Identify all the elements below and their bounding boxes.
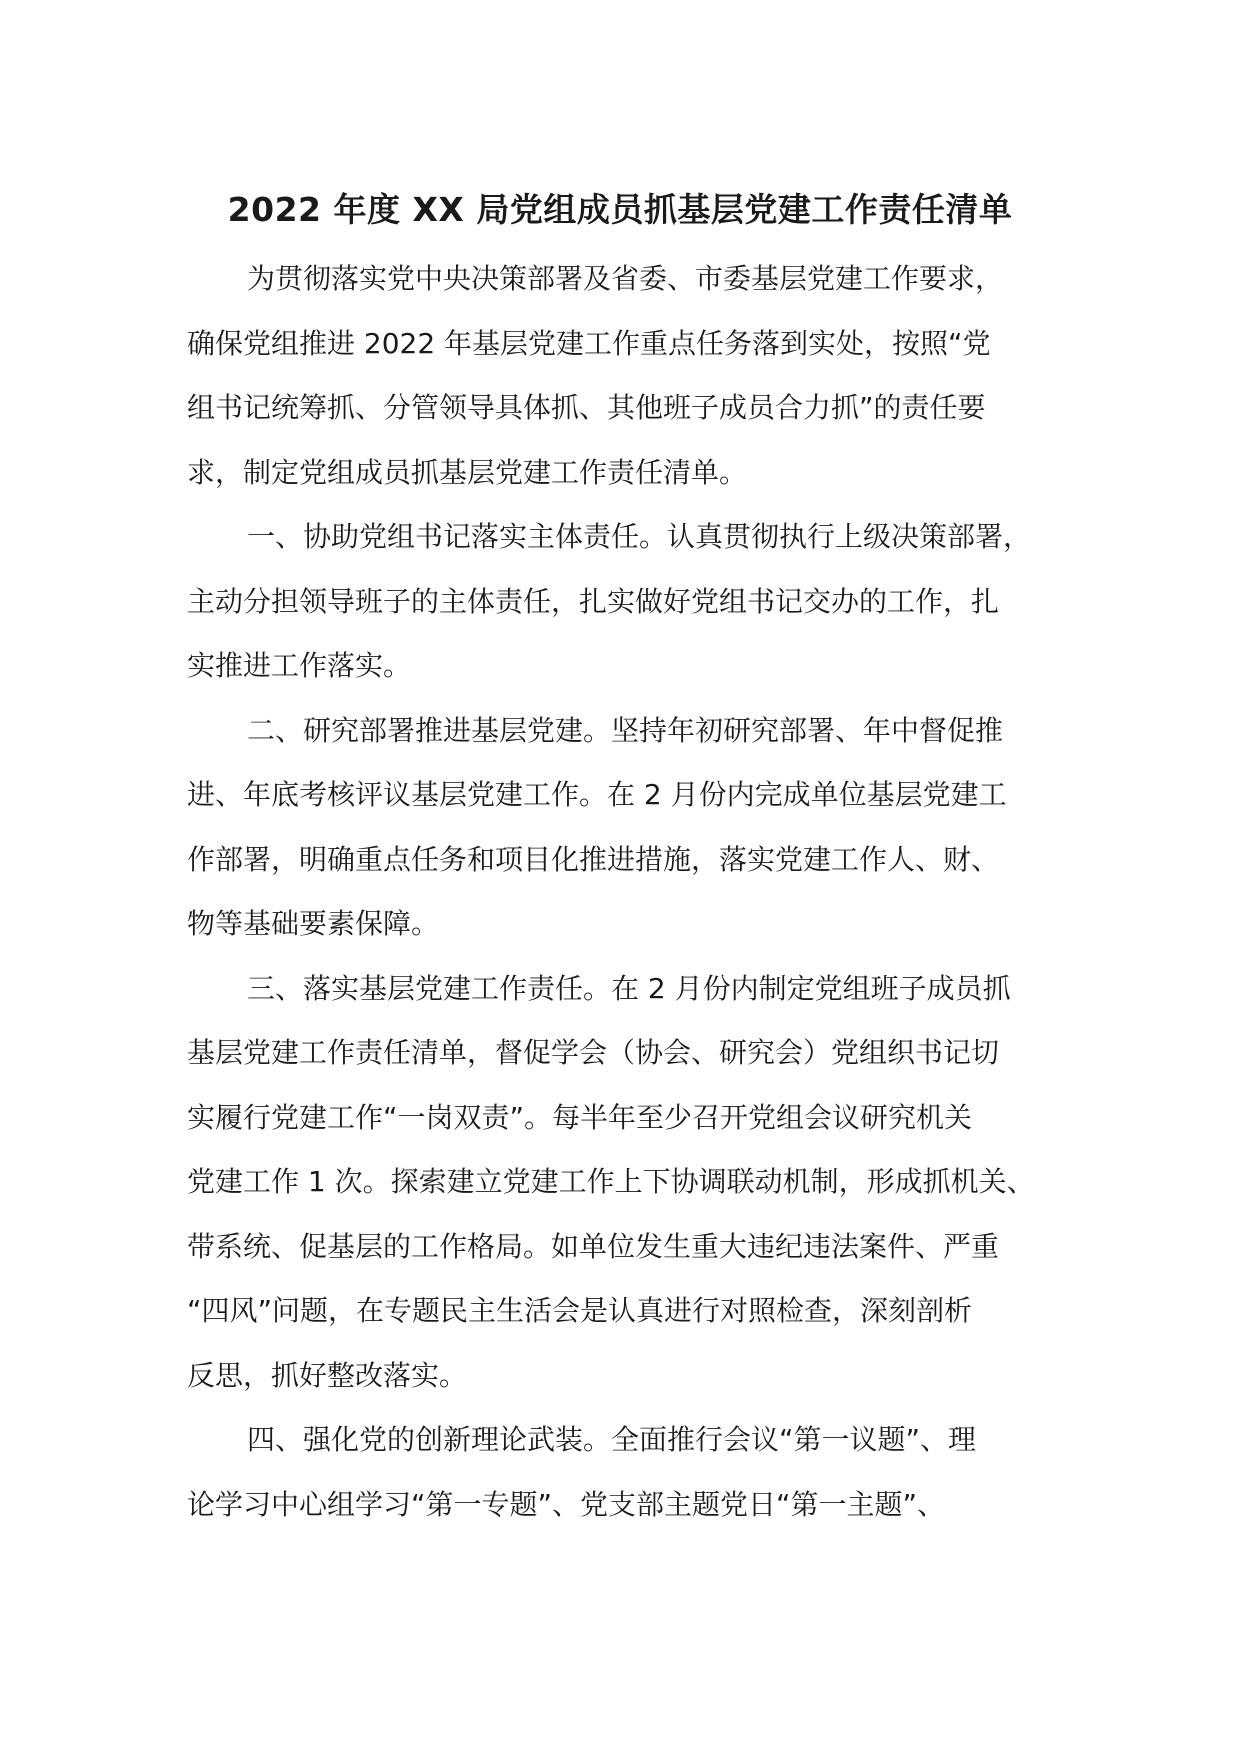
paragraph-section-3 [187,957,1067,1409]
text-line: 四、强化党的创新理论武装。全面推行会议“第一议题”、理 [247,1423,977,1456]
document-body [187,247,1067,1537]
document-title: 2022 年度 XX 局党组成员抓基层党建工作责任清单 [227,190,1013,229]
text-line: 确保党组推进 2022 年基层党建工作重点任务落到实处，按照“党 [187,326,991,360]
text-line: 进、年底考核评议基层党建工作。在 2 月份内完成单位基层党建工 [187,778,1007,811]
paragraph-section-4 [187,1408,1067,1537]
text-line: 一、协助党组书记落实主体责任。认真贯彻执行上级决策部署， [247,520,1032,553]
paragraph-section-2 [187,699,1067,957]
text-line: 实履行党建工作“一岗双责”。每半年至少召开党组会议研究机关 [187,1100,973,1134]
paragraph-intro [187,247,1067,505]
text-line: 党建工作 1 次。探索建立党建工作上下协调联动机制，形成抓机关、 [187,1165,1035,1198]
text-line: 为贯彻落实党中央决策部署及省委、市委基层党建工作要求， [247,262,1004,295]
text-line: 论学习中心组学习“第一专题”、党支部主题党日“第一主题”、 [187,1487,946,1521]
text-line: “四风”问题，在专题民主生活会是认真进行对照检查，深刻剖析 [187,1294,973,1327]
text-line: 物等基础要素保障。 [187,907,440,940]
text-line: 二、研究部署推进基层党建。坚持年初研究部署、年中督促推 [247,713,1004,747]
text-line: 求，制定党组成员抓基层党建工作责任清单。 [187,455,748,489]
text-line: 反思，抓好整改落实。 [187,1358,468,1392]
text-line: 三、落实基层党建工作责任。在 2 月份内制定党组班子成员抓 [247,971,1011,1005]
text-line: 基层党建工作责任清单，督促学会（协会、研究会）党组织书记切 [187,1036,1000,1069]
paragraph-section-1 [187,505,1067,699]
text-line: 实推进工作落实。 [187,649,412,682]
text-line: 作部署，明确重点任务和项目化推进措施，落实党建工作人、财、 [187,842,1000,876]
text-line: 主动分担领导班子的主体责任，扎实做好党组书记交办的工作，扎 [187,584,1000,618]
text-line: 组书记统筹抓、分管领导具体抓、其他班子成员合力抓”的责任要 [187,391,986,424]
text-line: 带系统、促基层的工作格局。如单位发生重大违纪违法案件、严重 [187,1229,1000,1263]
